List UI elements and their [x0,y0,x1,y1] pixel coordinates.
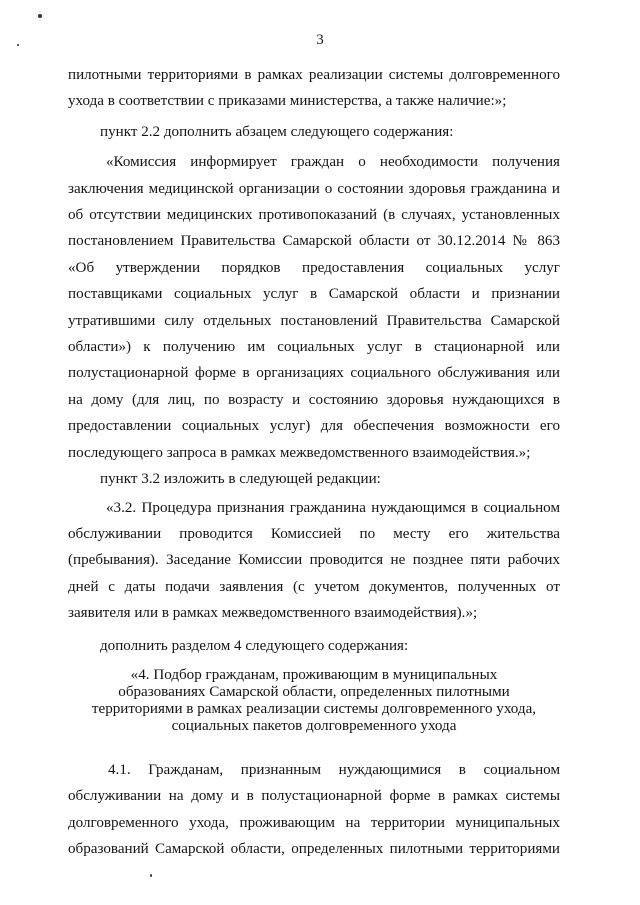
paragraph-commission-quote: «Комиссия информирует граждан о необходимости получения заключения медицинской организации о состоянии здоровья гражданина и об отсутствии медицинских противопоказаний (в случаях, установленных постановлением Правительства Самарской области от 30.12.2014 № 863 «Об утверждении порядков предоставления социальных услуг поставщиками социальных услуг в Самарской области и признании утратившими силу отдельных постановлений Правительства Самарской области») к получению им социальных услуг в стационарной или полустационарной форме в организациях социального обслуживания или на дому (для лиц, по возрасту и состоянию здоровья нуждающихся в предоставлении социальных услуг) для обеспечения возможности его последующего запроса в рамках межведомственного взаимодействия.»; [68,154,560,461]
paragraph-procedure-quote: «3.2. Процедура признания гражданина нуждающимся в социальном обслуживании проводится Комиссией по месту его жительства (пребывания). Заседание Комиссии проводится не позднее пяти рабочих дней с даты подачи заявления (с учетом документов, полученных от заявителя или в рамках межведомственного взаимодействия).»; [68,499,560,622]
paragraph-continuation: пилотными территориями в рамках реализации системы долговременного ухода в соответствии с приказами министерства, а также наличие:»; [68,67,560,110]
paragraph-amend-3-2: пункт 3.2 изложить в следующей редакции: [100,471,381,488]
body-text [68,62,560,863]
paragraph-amend-2-2: пункт 2.2 дополнить абзацем следующего содержания: [100,123,454,140]
scan-speck [38,14,42,18]
section-4-heading [68,667,560,735]
heading-line: социальных пакетов долговременного ухода [171,717,457,734]
page-number: 3 [316,32,324,48]
paragraph-add-section-4: дополнить разделом 4 следующего содержания: [100,637,409,654]
clause-4-1: 4.1. Гражданам, признанным нуждающимися в социальном обслуживании на дому и в полустационарной форме в рамках системы долговременного ухода, проживающим на территории муниципальных образований Самарской области, определенных пилотными территориями [68,761,560,858]
heading-line: «4. Подбор гражданам, проживающим в муниципальных [130,666,498,683]
heading-line: образованиях Самарской области, определенных пилотными [118,683,510,700]
scan-speck [150,874,152,877]
heading-line: территориями в рамках реализации системы долговременного ухода, [91,700,537,717]
